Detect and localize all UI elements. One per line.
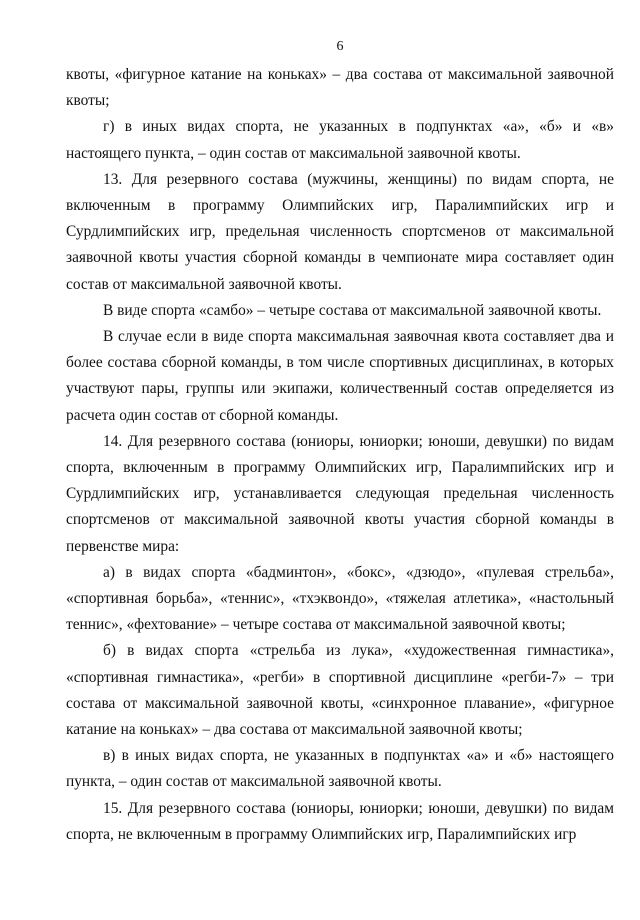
paragraph-item-15: 15. Для резервного состава (юниоры, юниорки; юноши, девушки) по видам спорта, не включенным в программу Олимпийских игр, Паралимпийских игр [66,799,614,843]
paragraph-subitem-a: а) в видах спорта «бадминтон», «бокс», «дзюдо», «пулевая стрельба», «спортивная борьба», «теннис», «тхэквондо», «тяжелая атлетика», «настольный теннис», «фехтование» – четыре состава от максимальной заявочной квоты; [66,563,614,634]
paragraph-item-14: 14. Для резервного состава (юниоры, юниорки; юноши, девушки) по видам спорта, включенным в программу Олимпийских игр, Паралимпийских игр и Сурдлимпийских игр, устанавливается следующая предельная численность спортсменов от максимальной заявочной квоты участия сборной команды в первенстве мира: [66,432,614,555]
paragraph-subitem-v: в) в иных видах спорта, не указанных в подпунктах «а» и «б» настоящего пункта, – один состав от максимальной заявочной квоты. [66,747,614,791]
document-body [66,62,614,848]
paragraph-continuation: квоты, «фигурное катание на коньках» – два состава от максимальной заявочной квоты; [66,66,614,110]
paragraph-subitem-g: г) в иных видах спорта, не указанных в подпунктах «а», «б» и «в» настоящего пункта, – один состав от максимальной заявочной квоты. [66,118,614,162]
page-number: 6 [336,39,344,54]
paragraph-item-13: 13. Для резервного состава (мужчины, женщины) по видам спорта, не включенным в программу Олимпийских игр, Паралимпийских игр и Сурдлимпийских игр, предельная численность спортсменов от максимальной заявочной квоты участия сборной команды в чемпионате мира составляет один состав от максимальной заявочной квоты. [66,170,614,293]
paragraph-subitem-b: б) в видах спорта «стрельба из лука», «художественная гимнастика», «спортивная гимнастика», «регби» в спортивной дисциплине «регби-7» – три состава от максимальной заявочной квоты, «синхронное плавание», «фигурное катание на коньках» – два состава от максимальной заявочной квоты; [66,642,614,739]
paragraph-quota-case: В случае если в виде спорта максимальная заявочная квота составляет два и более состава сборной команды, в том числе спортивных дисциплинах, в которых участвуют пары, группы или экипажи, количественный состав определяется из расчета один состав от сборной команды. [66,328,614,424]
paragraph-sambo: В виде спорта «самбо» – четыре состава от максимальной заявочной квоты. [103,301,602,319]
